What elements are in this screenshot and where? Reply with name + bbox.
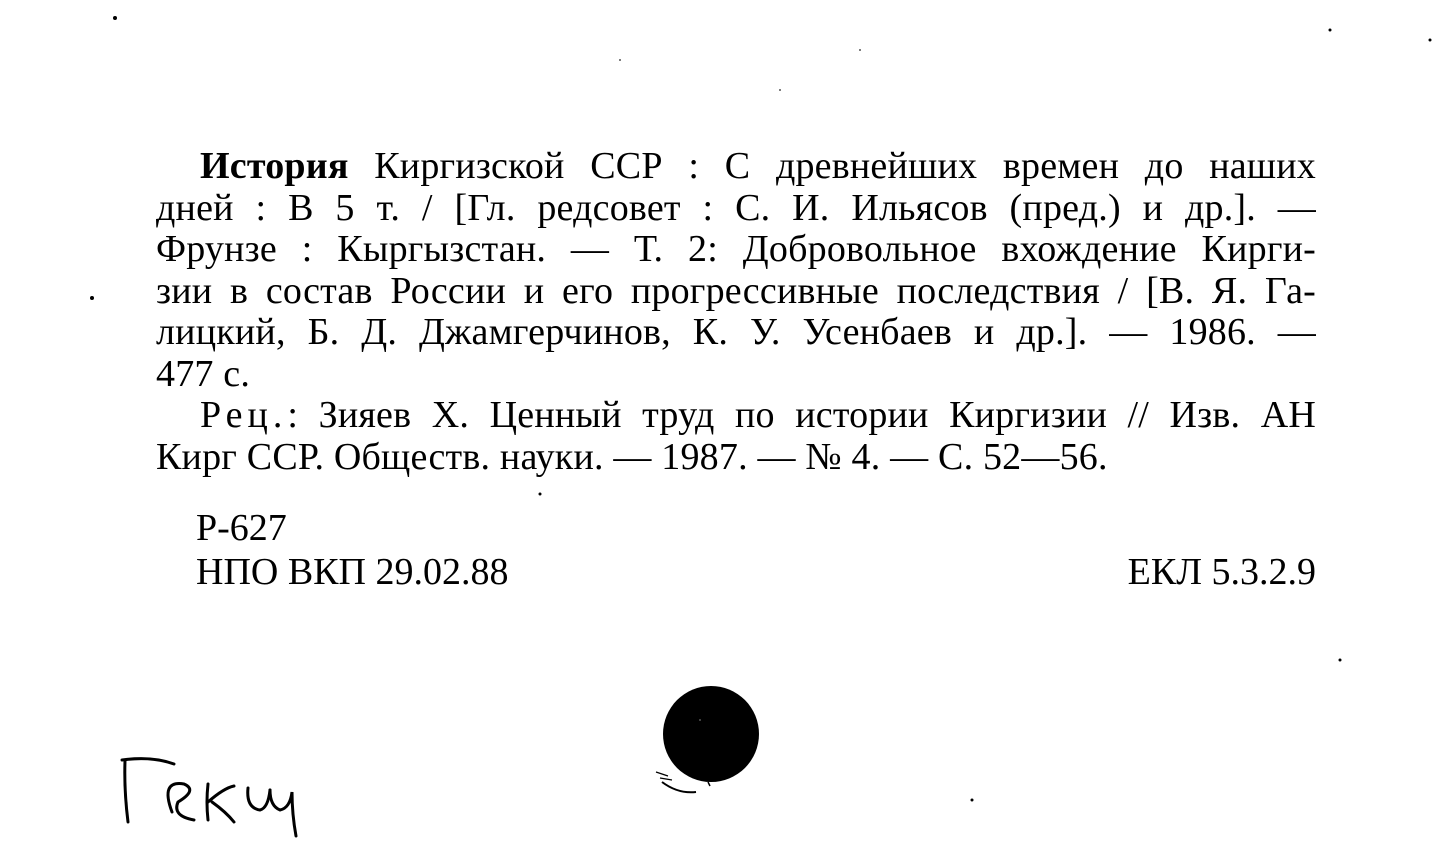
handwritten-note [112,750,332,850]
entry-line-6: 477 с. [156,352,251,395]
entry-title-heading: История [200,145,349,187]
classification-code: ЕКЛ 5.3.2.9 [1127,551,1316,593]
review-text: : Зияев Х. Ценный труд по истории Киргизии // Изв. АН [287,394,1316,436]
punch-hole-smudge [648,756,738,806]
entry-title-rest: Киргизской ССР : С древнейших времен до наших [348,145,1316,187]
review-label: Рец. [200,394,288,436]
card-codes-left [196,506,508,594]
entry-line-4: зии в состав России и его прогрессивные последствия / [В. Я. Га- [156,269,1316,312]
entry-line-5: лицкий, Б. Д. Джамгерчинов, К. У. Усенбаев и др.]. — 1986. — [156,311,1316,353]
review-line-1 [156,395,1316,437]
card-number: Р-627 [196,507,287,549]
entry-line-2: дней : В 5 т. / [Гл. редсовет : С. И. Ильясов (пред.) и др.]. — [156,186,1316,229]
bibliographic-entry [156,146,1316,478]
publisher-date: НПО ВКП 29.02.88 [196,551,509,593]
entry-line-1 [156,146,1316,188]
review-line-2: Кирг ССР. Обществ. науки. — 1987. — № 4. — С. 52—56. [156,435,1108,478]
entry-line-3: Фрунзе : Кыргызстан. — Т. 2: Добровольное вхождение Кирги- [156,228,1316,270]
